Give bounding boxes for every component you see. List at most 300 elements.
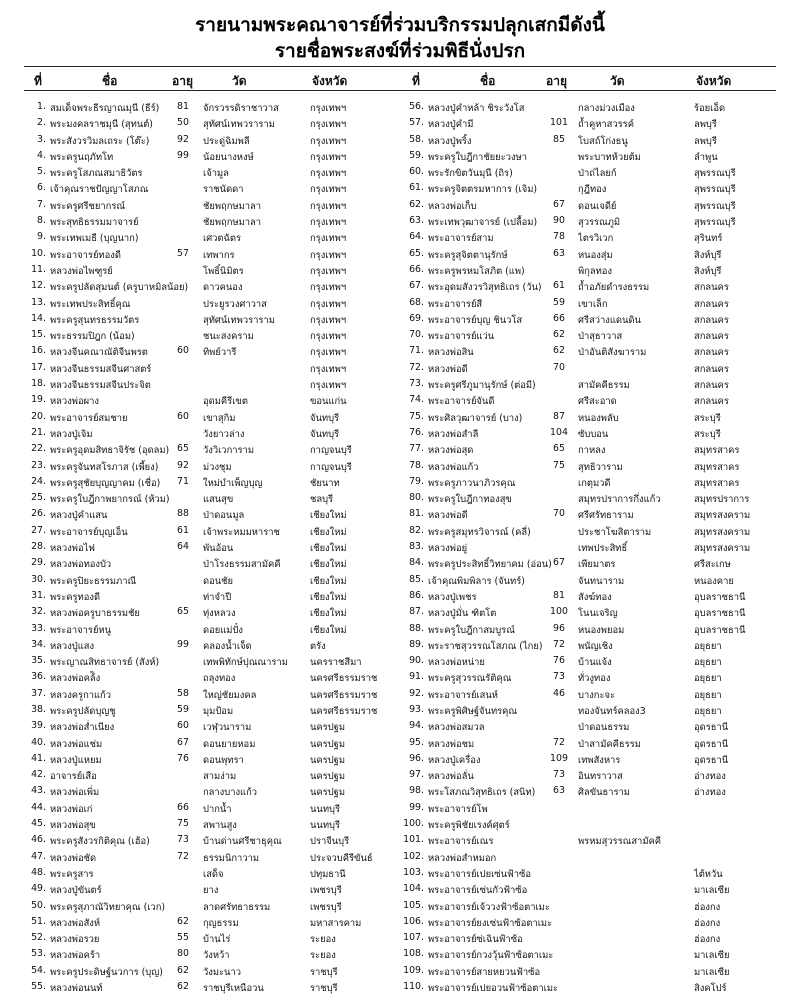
temple-name: ดอยแม่ปั๋ง — [203, 624, 243, 636]
province-name: สมุทรสงคราม — [694, 510, 751, 522]
temple-name: เทพพิทักษ์ปุณณาราม — [203, 657, 288, 669]
document-subtitle: รายชื่อพระสงฆ์ที่ร่วมพิธีนั่งปรก — [274, 40, 526, 62]
monk-name: พระญาณสิทธาจารย์ (สังห์) — [50, 657, 160, 669]
temple-name: ชนะสงคราม — [203, 331, 254, 343]
row-number: 19. — [31, 394, 46, 406]
monk-age: 60 — [177, 410, 189, 422]
province-name: ตรัง — [310, 640, 326, 652]
province-name: สกลนคร — [694, 314, 729, 326]
temple-name: วังมะนาว — [203, 966, 241, 978]
province-name: จันทบุรี — [310, 428, 340, 440]
province-name: นครศรีธรรมราช — [310, 689, 378, 701]
row-number: 33. — [31, 622, 46, 634]
table-row — [22, 425, 400, 441]
table-row — [400, 262, 778, 278]
header-province: จังหวัด — [312, 74, 348, 88]
table-row — [22, 311, 400, 327]
province-name: สกลนคร — [694, 282, 729, 294]
table-row — [400, 881, 778, 897]
province-name: กรุงเทพฯ — [310, 265, 347, 277]
province-name: ปราจีนบุรี — [310, 836, 350, 848]
province-name: เชียงใหม่ — [310, 624, 347, 636]
table-row — [400, 653, 778, 669]
province-name: เชียงใหม่ — [310, 559, 347, 571]
row-number: 26. — [31, 508, 46, 520]
row-number: 93. — [409, 703, 424, 715]
temple-name: ไตรวิเวก — [578, 233, 614, 245]
monk-name: พระอาจารย์เสนห์ — [428, 689, 498, 701]
table-row — [400, 197, 778, 213]
province-name: กรุงเทพฯ — [310, 233, 347, 245]
monk-name: เจ้าคุณพิมพิลาร (จันทร์) — [428, 575, 525, 587]
province-name: สิงห์บุรี — [694, 249, 722, 261]
row-number: 20. — [31, 410, 46, 422]
row-number: 4. — [37, 149, 46, 161]
header-name: ชื่อ — [102, 74, 118, 88]
monk-age: 92 — [177, 459, 189, 471]
header-age: อายุ — [546, 74, 567, 88]
province-name: มาเลเซีย — [694, 885, 730, 897]
table-row — [400, 718, 778, 734]
monk-age: 63 — [553, 785, 565, 797]
province-name: อ่างทอง — [694, 787, 726, 799]
temple-name: ลาดศรัทธาธรรม — [203, 901, 271, 913]
row-number: 63. — [409, 215, 424, 227]
province-name: อยุธยา — [694, 705, 722, 717]
row-number: 65. — [409, 247, 424, 259]
province-name: ชลบุรี — [310, 494, 334, 506]
table-row — [400, 409, 778, 425]
row-number: 32. — [31, 606, 46, 618]
monk-name: พระอาจารย์ทองดี — [50, 249, 121, 261]
table-row — [22, 930, 400, 946]
row-number: 68. — [409, 296, 424, 308]
temple-name: พันอ้อน — [203, 543, 234, 555]
monk-name: หลวงพ่อสังห์ — [50, 917, 101, 929]
province-name: สมุทรสาคร — [694, 461, 740, 473]
table-row — [22, 849, 400, 865]
monk-age: 88 — [177, 508, 189, 520]
table-row — [400, 132, 778, 148]
table-row — [400, 963, 778, 979]
temple-name: พระบาทห้วยต้ม — [578, 151, 641, 163]
table-row — [22, 816, 400, 832]
province-name: นครปฐม — [310, 754, 346, 766]
row-number: 25. — [31, 492, 46, 504]
province-name: มาเลเซีย — [694, 966, 730, 978]
province-name: เชียงใหม่ — [310, 526, 347, 538]
row-number: 66. — [409, 263, 424, 275]
monk-age: 59 — [177, 703, 189, 715]
province-name: ระยอง — [310, 950, 336, 962]
table-row — [22, 865, 400, 881]
monk-name: พระอาจารย์เซ่นกัวฟ้าซ้อ — [428, 885, 528, 897]
province-name: เชียงใหม่ — [310, 575, 347, 587]
temple-name: สามัคคีธรรม — [578, 380, 630, 392]
row-number: 43. — [31, 785, 46, 797]
row-number: 47. — [31, 850, 46, 862]
monk-name: หลวงจีนคณาณัติจีนพรต — [50, 347, 148, 359]
table-row — [22, 898, 400, 914]
monk-name: หลวงพ่อยู่ — [428, 543, 468, 555]
province-name: ขอนแก่น — [310, 396, 347, 408]
monk-name: หลวงพ่อครูบาธรรมชัย — [50, 608, 140, 620]
monk-name: พระอาจารย์สาม — [428, 233, 494, 245]
monk-name: หลวงพ่อรวย — [50, 934, 100, 946]
row-number: 52. — [31, 932, 46, 944]
monk-name: พระศิลวุฒาจารย์ (บาง) — [428, 412, 523, 424]
province-name: นนทบุรี — [310, 820, 340, 832]
province-name: กรุงเทพฯ — [310, 151, 347, 163]
monk-name: พระครูโสภณสมาธิวัตร — [50, 168, 143, 180]
province-name: เชียงใหม่ — [310, 608, 347, 620]
monk-age: 65 — [177, 606, 189, 618]
row-number: 95. — [409, 736, 424, 748]
row-number: 31. — [31, 589, 46, 601]
monk-name: หลวงพ่อหน่าย — [428, 657, 485, 669]
table-row — [22, 278, 400, 294]
temple-name: ทั่วงูทอง — [578, 673, 611, 685]
row-number: 18. — [31, 378, 46, 390]
province-name: เชียงใหม่ — [310, 510, 347, 522]
monk-name: พระเทพประสิทธิ์คุณ — [50, 298, 131, 310]
province-name: สกลนคร — [694, 331, 729, 343]
temple-name: สุทธิวาราม — [578, 461, 623, 473]
province-name: กาญจนบุรี — [310, 445, 352, 457]
temple-name: กลางม่วงเมือง — [578, 103, 635, 114]
temple-name: ป่าสามัคคีธรรม — [578, 738, 641, 750]
temple-name: สุทัศน์เทพวราราม — [203, 119, 275, 131]
monk-name: พระครูสมุทรวิจารณ์ (คลี่) — [428, 526, 531, 538]
row-number: 97. — [409, 769, 424, 781]
province-name: ฮ่องกง — [694, 934, 721, 946]
monk-name: พระครูใบฎีกาพยากรณ์ (ห้วม) — [50, 494, 170, 506]
province-name: นครศรีธรรมราช — [310, 673, 378, 685]
province-name: กรุงเทพฯ — [310, 135, 347, 147]
temple-name: เกตุมวดี — [578, 477, 611, 489]
monk-name: หลวงพ่อคล้ิง — [50, 673, 101, 685]
temple-name: กุฎีทอง — [578, 184, 607, 196]
monk-name: พระครูปลัดบุญชู — [50, 705, 116, 717]
document-title: รายนามพระคณาจารย์ที่ร่วมบริกรรมปลุกเสกมีดังนี้ — [195, 14, 605, 36]
row-number: 40. — [31, 736, 46, 748]
temple-name: เจ้ามูล — [203, 168, 229, 180]
monk-age: 72 — [177, 850, 189, 862]
monk-age: 61 — [553, 280, 565, 292]
monk-name: พระราชสุวรรณโสภณ (ไกย) — [428, 640, 543, 652]
table-row — [400, 311, 778, 327]
row-number: 37. — [31, 687, 46, 699]
temple-name: ใหม่บำเพ็ญบุญ — [203, 477, 263, 489]
monk-name: พระครูภาวนาภิวรคุณ — [428, 477, 516, 489]
row-number: 41. — [31, 752, 46, 764]
province-name: กรุงเทพฯ — [310, 184, 347, 196]
temple-name: แสนสุข — [203, 494, 234, 506]
monk-age: 70 — [553, 508, 565, 520]
row-number: 79. — [409, 475, 424, 487]
temple-name: เวฬุวนาราม — [203, 722, 252, 734]
row-number: 2. — [37, 117, 46, 129]
monk-age: 65 — [177, 443, 189, 455]
row-number: 102. — [403, 850, 424, 862]
province-name: เชียงใหม่ — [310, 591, 347, 603]
table-row — [400, 474, 778, 490]
header-age: อายุ — [172, 74, 193, 88]
monk-name: หลวงพ่อเก่ — [50, 803, 93, 815]
monk-name: พระครูพิชัยเรงค์ศุตร์ — [428, 820, 510, 832]
temple-name: เทพประสิทธิ์ — [578, 543, 628, 555]
row-number: 29. — [31, 557, 46, 569]
top-rule — [24, 66, 776, 67]
row-number: 6. — [37, 182, 46, 194]
temple-name: โบสถ์โก่งธนู — [578, 135, 628, 147]
row-number: 108. — [403, 948, 424, 960]
temple-name: พรหมสุวรรณสามัคคี — [578, 836, 662, 848]
table-row — [400, 392, 778, 408]
table-row — [22, 262, 400, 278]
province-name: นครราชสีมา — [310, 657, 362, 669]
monk-age: 109 — [550, 752, 568, 764]
province-name: อุดรธานี — [694, 738, 729, 750]
monk-age: 99 — [177, 638, 189, 650]
row-number: 94. — [409, 720, 424, 732]
monk-name: หลวงปู่คำมี — [428, 119, 474, 131]
temple-name: โนนเจริญ — [578, 608, 618, 620]
table-row — [400, 669, 778, 685]
row-number: 48. — [31, 866, 46, 878]
row-number: 78. — [409, 459, 424, 471]
table-row — [22, 441, 400, 457]
table-row — [400, 539, 778, 555]
table-row — [400, 506, 778, 522]
row-number: 75. — [409, 410, 424, 422]
temple-name: คลองน้ำเจ็ด — [203, 640, 252, 652]
monk-name: พระครูใบฎีกาทองสุข — [428, 494, 512, 506]
monk-name: หลวงจีนธรรมสจีนศาสตร์ — [50, 363, 152, 375]
province-name: ลำพูน — [694, 151, 718, 163]
table-row — [400, 115, 778, 131]
monk-age: 81 — [177, 101, 189, 112]
table-row — [22, 946, 400, 962]
temple-name: สุวรรณภูมิ — [578, 217, 621, 229]
province-name: กรุงเทพฯ — [310, 314, 347, 326]
monk-name: พระเทพวุฒาจารย์ (เปลื้อม) — [428, 217, 538, 229]
table-row — [22, 197, 400, 213]
temple-name: บ้านด่านศรีชาธุคุณ — [203, 836, 282, 848]
monk-name: หลวงพ่อสมวล — [428, 722, 485, 734]
monk-age: 76 — [177, 752, 189, 764]
table-row — [400, 849, 778, 865]
temple-name: วังวิเวการาม — [203, 445, 254, 457]
row-number: 72. — [409, 361, 424, 373]
monk-name: หลวงปู่แสง — [50, 640, 95, 652]
table-row — [22, 653, 400, 669]
row-number: 58. — [409, 133, 424, 145]
monk-age: 62 — [177, 981, 189, 993]
table-row — [22, 735, 400, 751]
row-number: 106. — [403, 915, 424, 927]
temple-name: ยาง — [203, 885, 219, 897]
left-column — [22, 70, 400, 995]
row-number: 23. — [31, 459, 46, 471]
province-name: ฮ่องกง — [694, 917, 721, 929]
monk-age: 72 — [553, 638, 565, 650]
monk-name: หลวงพ่อไพฑูรย์ — [50, 265, 113, 277]
province-name: ชัยนาท — [310, 477, 340, 489]
row-number: 5. — [37, 166, 46, 178]
table-row — [22, 229, 400, 245]
monk-name: พระอาจารย์เปยเซ่นฟ้าซ้อ — [428, 868, 531, 880]
monk-name: พระอาจารย์จันดี — [428, 396, 495, 408]
temple-name: ใหญ่ชัยมงคล — [203, 689, 257, 701]
monk-name: พระธรรมปิฎก (น้อม) — [50, 331, 135, 343]
table-row — [400, 800, 778, 816]
temple-name: พนัญเชิง — [578, 640, 613, 652]
province-name: เพชรบุรี — [310, 901, 342, 913]
temple-name: น้อยนางหงษ์ — [203, 151, 254, 163]
monk-name: หลวงพ่อดี — [428, 363, 468, 375]
row-number: 50. — [31, 899, 46, 911]
table-row — [400, 490, 778, 506]
monk-name: หลวงพ่อสำลี — [428, 428, 479, 440]
row-number: 81. — [409, 508, 424, 520]
row-number: 15. — [31, 329, 46, 341]
monk-name: หลวงปู่เจิม — [50, 428, 93, 440]
table-row — [22, 783, 400, 799]
monk-name: พระอาจารย์หนู — [50, 624, 112, 636]
table-row — [22, 588, 400, 604]
table-row — [400, 783, 778, 799]
temple-name: ป่าดอนมูล — [203, 510, 245, 522]
table-row — [400, 898, 778, 914]
row-number: 14. — [31, 312, 46, 324]
monk-age: 99 — [177, 149, 189, 161]
temple-name: ดอนพุทรา — [203, 754, 244, 766]
monk-age: 66 — [553, 312, 565, 324]
table-row — [22, 295, 400, 311]
province-name: เชียงใหม่ — [310, 543, 347, 555]
monk-age: 81 — [553, 589, 565, 601]
temple-name: บางกะจะ — [578, 689, 616, 701]
table-row — [400, 213, 778, 229]
monk-name: หลวงจีนธรรมสจีนประจิต — [50, 380, 151, 392]
monk-age: 60 — [177, 720, 189, 732]
monk-name: หลวงพ่อส่ำเนียง — [50, 722, 115, 734]
row-number: 88. — [409, 622, 424, 634]
table-row — [22, 718, 400, 734]
header-name: ชื่อ — [480, 74, 496, 88]
province-name: กรุงเทพฯ — [310, 363, 347, 375]
temple-name: ดอนชัย — [203, 575, 233, 587]
monk-name: พระครูสาร — [50, 868, 94, 880]
table-row — [400, 164, 778, 180]
temple-name: สังฆ์ทอง — [578, 591, 612, 603]
temple-name: ทุ่งหลวง — [203, 608, 236, 620]
temple-name: อุดมคีรีเขต — [203, 396, 248, 408]
province-name: กรุงเทพฯ — [310, 249, 347, 261]
monk-age: 66 — [177, 801, 189, 813]
province-name: ศรีสะเกษ — [694, 559, 731, 571]
row-number: 100. — [403, 818, 424, 830]
table-row — [22, 637, 400, 653]
table-row — [400, 555, 778, 571]
row-number: 49. — [31, 883, 46, 895]
temple-name: หนองพยอม — [578, 624, 625, 636]
monk-name: หลวงพ่อชัด — [50, 852, 97, 864]
row-number: 71. — [409, 345, 424, 357]
table-row — [22, 523, 400, 539]
row-number: 56. — [409, 101, 424, 112]
left-table-header — [22, 70, 400, 90]
temple-name: โพธิ์นิมิตร — [203, 265, 244, 277]
monk-name: หลวงปู่มั่น ฑิตโต — [428, 608, 497, 620]
province-name: อยุธยา — [694, 689, 722, 701]
temple-name: กลางบางแก้ว — [203, 787, 258, 799]
temple-name: ป่าสุธาวาส — [578, 331, 623, 343]
monk-name: หลวงพ่อเพิ่ม — [50, 787, 100, 799]
province-name: กรุงเทพฯ — [310, 217, 347, 229]
monk-name: พระอาจารย์สายหยวนฟ้าซ้อ — [428, 966, 541, 978]
temple-name: ทิพย์วารี — [203, 347, 237, 359]
monk-age: 46 — [553, 687, 565, 699]
row-number: 73. — [409, 378, 424, 390]
right-table-body — [400, 99, 778, 995]
province-name: ปทุมธานี — [310, 868, 346, 880]
table-row — [22, 343, 400, 359]
monk-name: พระครูศรีชยากรณ์ — [50, 200, 126, 212]
province-name: กรุงเทพฯ — [310, 103, 347, 114]
monk-age: 62 — [553, 345, 565, 357]
province-name: อ่างทอง — [694, 771, 726, 783]
row-number: 61. — [409, 182, 424, 194]
temple-name: ถลุงทอง — [203, 673, 236, 685]
monk-name: พระอาจารย์เปยอวนฟ้าซ้อตาเมะ — [428, 983, 559, 995]
monk-age: 75 — [177, 818, 189, 830]
monk-name: หลวงพ่อนนท์ — [50, 983, 103, 995]
temple-name: ซับบอน — [578, 428, 609, 440]
right-table-header — [400, 70, 778, 90]
right-column — [400, 70, 778, 995]
monk-age: 73 — [553, 769, 565, 781]
monk-name: หลวงพ่อแช่ม — [50, 738, 103, 750]
row-number: 22. — [31, 443, 46, 455]
temple-name: อินทราวาส — [578, 771, 623, 783]
monk-name: พระครูใบฎีกาชัยยะวงษา — [428, 151, 527, 163]
monk-name: พระอาจารย์โพ — [428, 803, 488, 815]
temple-name: สามง่าม — [203, 771, 237, 783]
header-no: ที่ — [34, 74, 42, 88]
row-number: 16. — [31, 345, 46, 357]
monk-age: 104 — [550, 426, 568, 438]
monk-name: พระครูนฤภัทโท — [50, 151, 114, 163]
province-name: สกลนคร — [694, 396, 729, 408]
row-number: 92. — [409, 687, 424, 699]
monk-age: 63 — [553, 247, 565, 259]
row-number: 101. — [403, 834, 424, 846]
province-name: อุบลราชธานี — [694, 608, 746, 620]
row-number: 103. — [403, 866, 424, 878]
province-name: สุพรรณบุรี — [694, 168, 736, 180]
row-number: 87. — [409, 606, 424, 618]
row-number: 77. — [409, 443, 424, 455]
monk-name: พระอาจารย์กวงวุ้นฟ้าซ้อตาเมะ — [428, 950, 554, 962]
monk-age: 70 — [553, 361, 565, 373]
monk-name: สมเด็จพระธีรญาณมุนี (ธีร์) — [50, 103, 160, 114]
monk-name: หลวงปู่เพชร — [428, 591, 477, 603]
header-temple: วัด — [610, 74, 625, 88]
province-name: มาเลเซีย — [694, 950, 730, 962]
table-row — [400, 637, 778, 653]
